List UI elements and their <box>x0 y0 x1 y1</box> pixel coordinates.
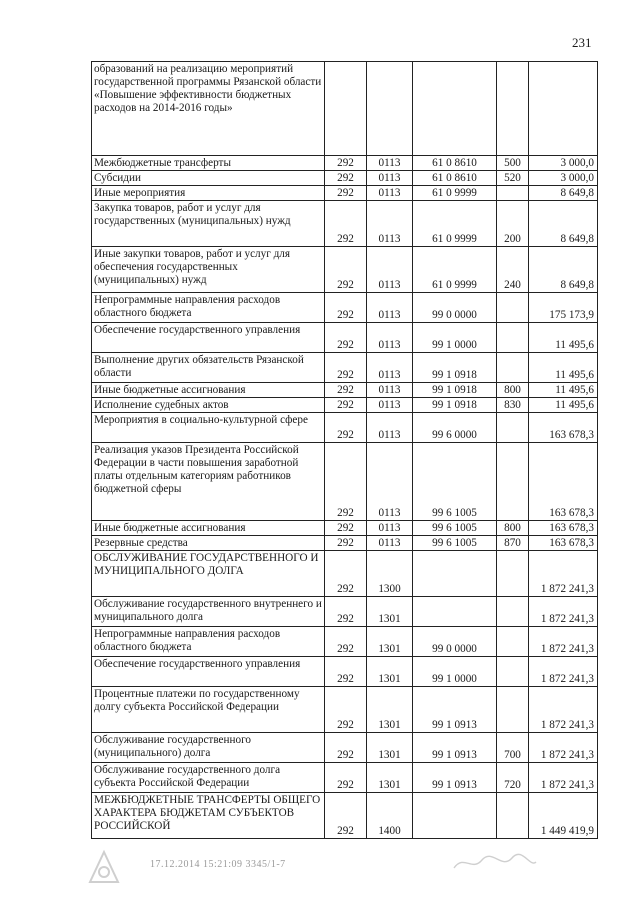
amount-cell: 1 872 241,3 <box>529 687 598 733</box>
amount-cell: 11 495,6 <box>529 323 598 353</box>
item-name-cell: ОБСЛУЖИВАНИЕ ГОСУДАРСТВЕННОГО И МУНИЦИПАЛЬНОГО ДОЛГА <box>92 551 325 597</box>
target-article-code-cell: 99 1 0000 <box>413 323 497 353</box>
expense-type-code-cell <box>497 657 529 687</box>
amount-cell: 163 678,3 <box>529 536 598 551</box>
item-name-cell: Закупка товаров, работ и услуг для государственных (муниципальных) нужд <box>92 201 325 247</box>
ministry-code-cell: 292 <box>325 413 367 443</box>
amount-cell: 8 649,8 <box>529 247 598 293</box>
table-row <box>92 536 598 551</box>
expense-type-code-cell <box>497 413 529 443</box>
item-name-cell: Процентные платежи по государственному долгу субъекта Российской Федерации <box>92 687 325 733</box>
table-row <box>92 247 598 293</box>
expense-type-code-cell: 200 <box>497 201 529 247</box>
target-article-code-cell: 99 6 1005 <box>413 536 497 551</box>
target-article-code-cell: 99 0 0000 <box>413 627 497 657</box>
target-article-code-cell: 99 6 1005 <box>413 443 497 521</box>
target-article-code-cell: 99 1 0000 <box>413 657 497 687</box>
section-code-cell <box>367 62 413 156</box>
expense-type-code-cell <box>497 627 529 657</box>
item-name-cell: Мероприятия в социально-культурной сфере <box>92 413 325 443</box>
ministry-code-cell: 292 <box>325 763 367 793</box>
ministry-code-cell: 292 <box>325 186 367 201</box>
section-code-cell: 1400 <box>367 793 413 839</box>
expense-type-code-cell <box>497 443 529 521</box>
signature-mark <box>450 850 540 876</box>
target-article-code-cell: 99 1 0913 <box>413 763 497 793</box>
target-article-code-cell <box>413 551 497 597</box>
table-row <box>92 597 598 627</box>
section-code-cell: 0113 <box>367 353 413 383</box>
section-code-cell: 1300 <box>367 551 413 597</box>
section-code-cell: 0113 <box>367 536 413 551</box>
amount-cell: 3 000,0 <box>529 156 598 171</box>
ministry-code-cell: 292 <box>325 323 367 353</box>
table-row <box>92 62 598 156</box>
table-row <box>92 186 598 201</box>
ministry-code-cell: 292 <box>325 627 367 657</box>
ministry-code-cell: 292 <box>325 383 367 398</box>
amount-cell <box>529 62 598 156</box>
section-code-cell: 0113 <box>367 413 413 443</box>
target-article-code-cell <box>413 597 497 627</box>
amount-cell: 8 649,8 <box>529 186 598 201</box>
expense-type-code-cell <box>497 323 529 353</box>
item-name-cell: Обслуживание государственного долга субъекта Российской Федерации <box>92 763 325 793</box>
table-row <box>92 293 598 323</box>
amount-cell: 8 649,8 <box>529 201 598 247</box>
ministry-code-cell: 292 <box>325 353 367 383</box>
ministry-code-cell: 292 <box>325 156 367 171</box>
ministry-code-cell: 292 <box>325 793 367 839</box>
expense-type-code-cell: 720 <box>497 763 529 793</box>
amount-cell: 11 495,6 <box>529 353 598 383</box>
ministry-code-cell: 292 <box>325 536 367 551</box>
target-article-code-cell <box>413 62 497 156</box>
amount-cell: 11 495,6 <box>529 398 598 413</box>
page-number: 231 <box>572 35 592 50</box>
amount-cell: 1 872 241,3 <box>529 597 598 627</box>
amount-cell: 1 872 241,3 <box>529 551 598 597</box>
ministry-code-cell: 292 <box>325 171 367 186</box>
target-article-code-cell: 61 0 8610 <box>413 171 497 186</box>
amount-cell: 163 678,3 <box>529 443 598 521</box>
expense-type-code-cell <box>497 62 529 156</box>
ministry-code-cell: 292 <box>325 687 367 733</box>
expense-type-code-cell <box>497 597 529 627</box>
ministry-code-cell: 292 <box>325 443 367 521</box>
expense-type-code-cell <box>497 186 529 201</box>
item-name-cell: Обслуживание государственного (муниципального) долга <box>92 733 325 763</box>
ministry-code-cell: 292 <box>325 657 367 687</box>
expense-type-code-cell: 800 <box>497 521 529 536</box>
item-name-cell: Обеспечение государственного управления <box>92 657 325 687</box>
section-code-cell: 1301 <box>367 597 413 627</box>
item-name-cell: Резервные средства <box>92 536 325 551</box>
table-row <box>92 733 598 763</box>
expense-type-code-cell <box>497 353 529 383</box>
amount-cell: 1 449 419,9 <box>529 793 598 839</box>
expense-type-code-cell: 500 <box>497 156 529 171</box>
item-name-cell: Иные закупки товаров, работ и услуг для обеспечения государственных (муниципальных) нужд <box>92 247 325 293</box>
target-article-code-cell <box>413 793 497 839</box>
section-code-cell: 0113 <box>367 383 413 398</box>
section-code-cell: 1301 <box>367 627 413 657</box>
table-row <box>92 657 598 687</box>
amount-cell: 1 872 241,3 <box>529 627 598 657</box>
table-row <box>92 687 598 733</box>
section-code-cell: 0113 <box>367 293 413 323</box>
target-article-code-cell: 99 1 0918 <box>413 398 497 413</box>
section-code-cell: 0113 <box>367 201 413 247</box>
budget-table <box>91 61 598 839</box>
ministry-code-cell: 292 <box>325 247 367 293</box>
expense-type-code-cell <box>497 793 529 839</box>
expense-type-code-cell <box>497 687 529 733</box>
section-code-cell: 0113 <box>367 247 413 293</box>
target-article-code-cell: 99 1 0913 <box>413 733 497 763</box>
section-code-cell: 0113 <box>367 323 413 353</box>
item-name-cell: Обеспечение государственного управления <box>92 323 325 353</box>
budget-table-body <box>92 62 598 839</box>
item-name-cell: МЕЖБЮДЖЕТНЫЕ ТРАНСФЕРТЫ ОБЩЕГО ХАРАКТЕРА БЮДЖЕТАМ СУБЪЕКТОВ РОССИЙСКОЙ <box>92 793 325 839</box>
table-row <box>92 763 598 793</box>
item-name-cell: Непрограммные направления расходов областного бюджета <box>92 627 325 657</box>
amount-cell: 175 173,9 <box>529 293 598 323</box>
section-code-cell: 0113 <box>367 186 413 201</box>
item-name-cell: Межбюджетные трансферты <box>92 156 325 171</box>
item-name-cell: Иные мероприятия <box>92 186 325 201</box>
ministry-code-cell: 292 <box>325 201 367 247</box>
item-name-cell: Иные бюджетные ассигнования <box>92 383 325 398</box>
item-name-cell: образований на реализацию мероприятий государственной программы Рязанской области «Повышение эффективности бюджетных расходов на 2014-2016 годы» <box>92 62 325 156</box>
amount-cell: 11 495,6 <box>529 383 598 398</box>
expense-type-code-cell: 240 <box>497 247 529 293</box>
amount-cell: 1 872 241,3 <box>529 657 598 687</box>
expense-type-code-cell: 520 <box>497 171 529 186</box>
item-name-cell: Субсидии <box>92 171 325 186</box>
item-name-cell: Исполнение судебных актов <box>92 398 325 413</box>
table-row <box>92 201 598 247</box>
table-row <box>92 398 598 413</box>
section-code-cell: 0113 <box>367 171 413 186</box>
ministry-code-cell: 292 <box>325 551 367 597</box>
target-article-code-cell: 99 1 0918 <box>413 353 497 383</box>
section-code-cell: 0113 <box>367 521 413 536</box>
table-row <box>92 171 598 186</box>
section-code-cell: 0113 <box>367 443 413 521</box>
expense-type-code-cell: 800 <box>497 383 529 398</box>
expense-type-code-cell: 700 <box>497 733 529 763</box>
ministry-code-cell: 292 <box>325 597 367 627</box>
footer-registration-stamp: 17.12.2014 15:21:09 3345/1-7 <box>150 859 286 870</box>
ministry-code-cell: 292 <box>325 398 367 413</box>
table-row <box>92 413 598 443</box>
target-article-code-cell: 61 0 9999 <box>413 247 497 293</box>
table-row <box>92 793 598 839</box>
amount-cell: 1 872 241,3 <box>529 763 598 793</box>
section-code-cell: 1301 <box>367 733 413 763</box>
target-article-code-cell: 99 1 0918 <box>413 383 497 398</box>
amount-cell: 3 000,0 <box>529 171 598 186</box>
ministry-code-cell: 292 <box>325 733 367 763</box>
target-article-code-cell: 99 1 0913 <box>413 687 497 733</box>
expense-type-code-cell <box>497 551 529 597</box>
section-code-cell: 1301 <box>367 687 413 733</box>
target-article-code-cell: 61 0 9999 <box>413 201 497 247</box>
target-article-code-cell: 99 0 0000 <box>413 293 497 323</box>
target-article-code-cell: 61 0 8610 <box>413 156 497 171</box>
ministry-code-cell <box>325 62 367 156</box>
amount-cell: 1 872 241,3 <box>529 733 598 763</box>
amount-cell: 163 678,3 <box>529 413 598 443</box>
table-row <box>92 627 598 657</box>
section-code-cell: 1301 <box>367 657 413 687</box>
table-row <box>92 323 598 353</box>
table-row <box>92 383 598 398</box>
ministry-code-cell: 292 <box>325 521 367 536</box>
target-article-code-cell: 61 0 9999 <box>413 186 497 201</box>
table-row <box>92 521 598 536</box>
table-row <box>92 443 598 521</box>
ministry-code-cell: 292 <box>325 293 367 323</box>
section-code-cell: 0113 <box>367 398 413 413</box>
table-row <box>92 353 598 383</box>
section-code-cell: 0113 <box>367 156 413 171</box>
expense-type-code-cell: 870 <box>497 536 529 551</box>
section-code-cell: 1301 <box>367 763 413 793</box>
expense-type-code-cell: 830 <box>497 398 529 413</box>
expense-type-code-cell <box>497 293 529 323</box>
table-row <box>92 551 598 597</box>
table-row <box>92 156 598 171</box>
target-article-code-cell: 99 6 0000 <box>413 413 497 443</box>
amount-cell: 163 678,3 <box>529 521 598 536</box>
item-name-cell: Обслуживание государственного внутреннего и муниципального долга <box>92 597 325 627</box>
item-name-cell: Иные бюджетные ассигнования <box>92 521 325 536</box>
item-name-cell: Непрограммные направления расходов областного бюджета <box>92 293 325 323</box>
item-name-cell: Реализация указов Президента Российской Федерации в части повышения заработной платы отдельным категориям работников бюджетной сферы <box>92 443 325 521</box>
item-name-cell: Выполнение других обязательств Рязанской области <box>92 353 325 383</box>
target-article-code-cell: 99 6 1005 <box>413 521 497 536</box>
stamp-icon <box>84 848 124 888</box>
